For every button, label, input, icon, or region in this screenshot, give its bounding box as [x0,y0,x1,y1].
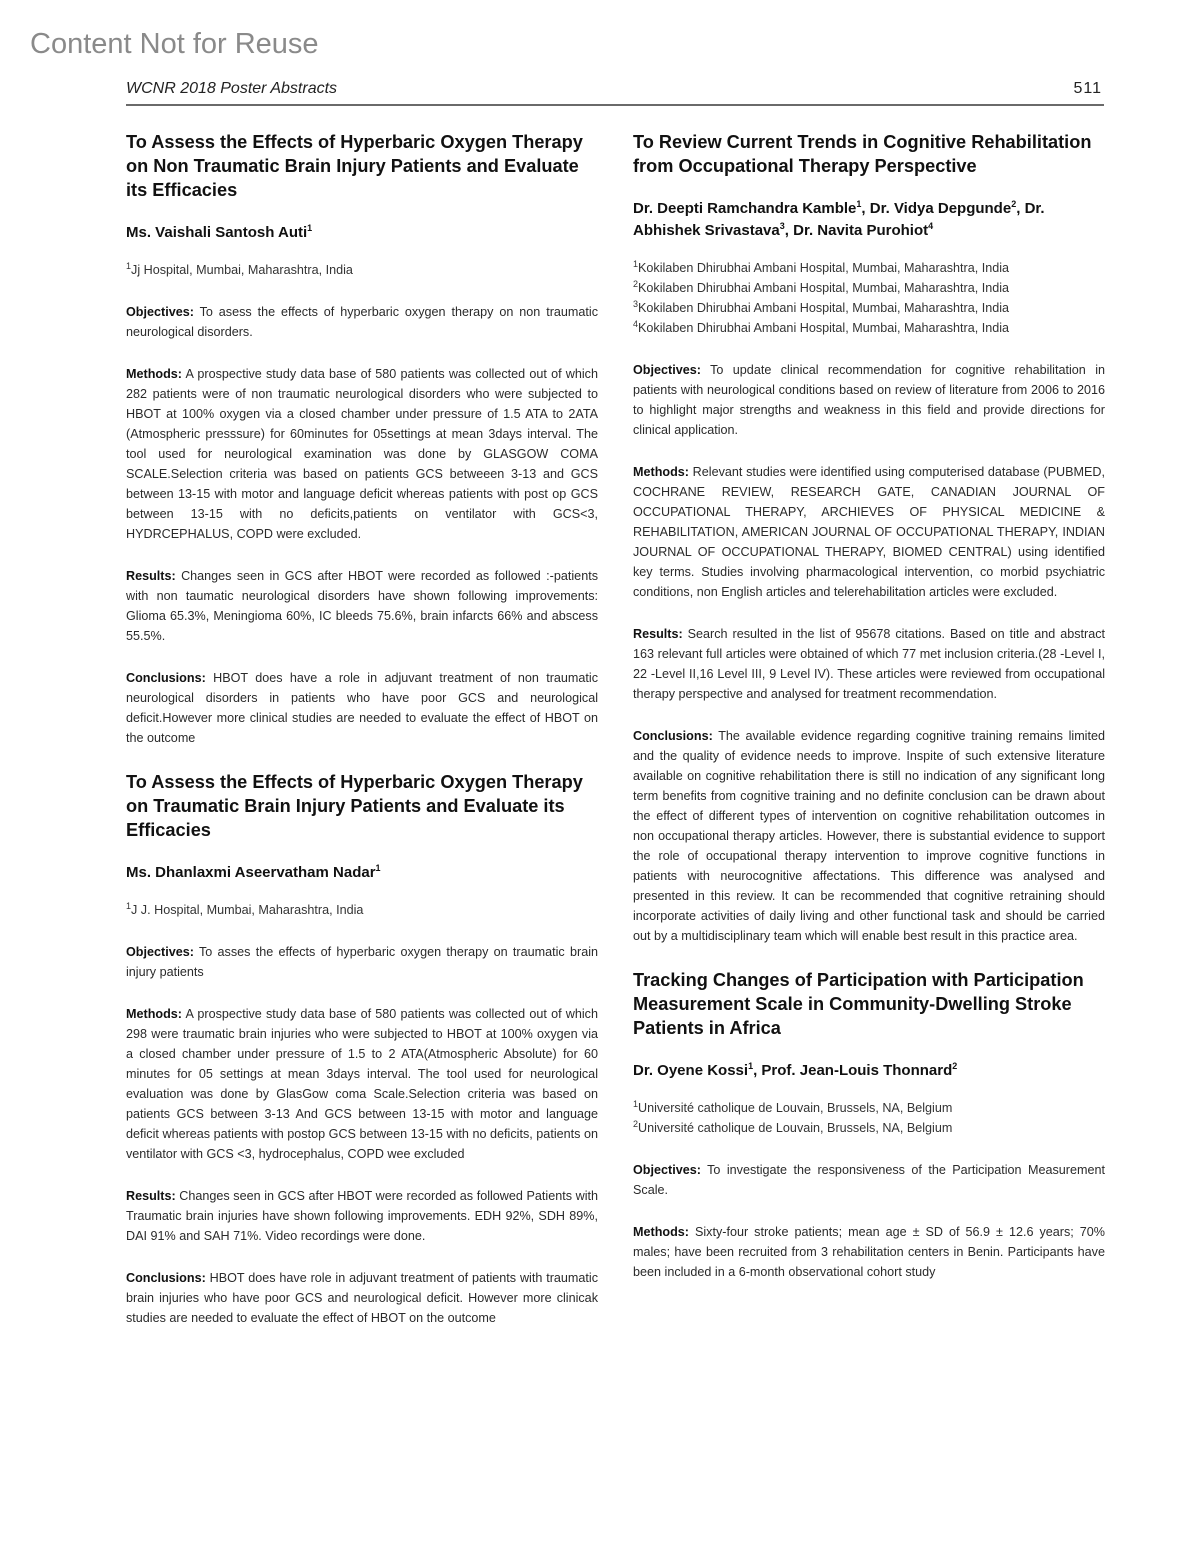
methods-section: Methods: A prospective study data base of 580 patients was collected out of which 298 were traumatic brain injuries who were subjected to HBOT at 100% oxygen via a closed chamber under pressure of 1.5 to 2 ATA(Atmospheric Absolute) for 60 minutes for 05 settings at mean 3days interval. The tool used for neurological evaluation was done by GlasGow coma Scale.Selection criteria was based on patients GCS between 3-13 And GCS between 13-15 with motor and language deficit whereas patients with postop GCS between 13-15 with no deficits, patients on ventilator with GCS <3, hydrocephalus, COPD wee excluded [126,1007,598,1161]
abstract-title: To Assess the Effects of Hyperbaric Oxygen Therapy on Traumatic Brain Injury Patients and Evaluate its Efficacies [126,772,583,840]
affiliation: $^4$Kokilaben Dhirubhai Ambani Hospital, Mumbai, Maharashtra, India [633,318,1010,335]
methods-section: Methods: A prospective study data base of 580 patients was collected out of which 282 patients were of non traumatic neurological disorders who were subjected to HBOT at 100% oxygen via a closed chamber under pressure of 1.5 ATA to 2ATA (Atmospheric presssure) for 60minutes for 05settings at mean 3days interval. The tool used for neurological examination was done by GLASGOW COMA SCALE.Selection criteria was based on patients GCS betweeen 3-13 and GCS between 13-15 with motor and language deficit whereas patients with post op GCS between 13-15 with no deficits,patients on ventilator with GCS<3, HYDRCEPHALUS, COPD were excluded. [126,367,598,541]
abstract-title: To Assess the Effects of Hyperbaric Oxygen Therapy on Non Traumatic Brain Injury Patients and Evaluate its Efficacies [126,132,583,200]
abstract-title: To Review Current Trends in Cognitive Rehabilitation from Occupational Therapy Perspective [633,132,1092,176]
objectives-section: Objectives: To investigate the responsiveness of the Participation Measurement Scale. [633,1163,1105,1197]
abstract-hbot-non-traumatic [126,130,598,748]
results-section: Results: Search resulted in the list of 95678 citations. Based on title and abstract 163 relevant full articles were obtained of which 77 met inclusion criteria.(28 -Level I, 22 -Level II,16 Level III, 9 Level IV). These articles were reviewed from occupational therapy perspective and analysed for treatment recommendation. [633,627,1105,701]
methods-section: Methods: Sixty-four stroke patients; mean age ± SD of 56.9 ± 12.6 years; 70% males; have been recruited from 3 rehabilitation centers in Benin. Participants have been included in a 6-month observational cohort study [633,1225,1105,1279]
author-name: Ms. Vaishali Santosh Auti [126,224,308,241]
abstract-hbot-traumatic [126,770,598,1328]
affiliation: $^1$J J. Hospital, Mumbai, Maharashtra, India [126,900,364,917]
author-name: Dr. Vidya Depgunde [869,200,1012,217]
watermark: Content Not for Reuse [30,28,319,60]
author-list [126,862,598,884]
affiliation: $^1$Jj Hospital, Mumbai, Maharashtra, India [126,260,353,277]
right-column [633,130,1105,1304]
abstract-title: Tracking Changes of Participation with Participation Measurement Scale in Community-Dwelling Stroke Patients in Africa [633,970,1084,1038]
author-name: Dr. Oyene Kossi [633,1062,749,1079]
affiliation: $^1$Kokilaben Dhirubhai Ambani Hospital, Mumbai, Maharashtra, India [633,258,1010,275]
author-list [126,222,598,244]
abstract-participation-stroke [633,968,1105,1282]
affiliation: $^2$Université catholique de Louvain, Brussels, NA, Belgium [633,1118,953,1135]
affiliation: $^2$Kokilaben Dhirubhai Ambani Hospital, Mumbai, Maharashtra, India [633,278,1010,295]
author-list: Dr. Oyene Kossi$^1$, Prof. Jean-Louis Thonnard$^2$ [633,1061,958,1079]
author-name: Prof. Jean-Louis Thonnard [761,1062,953,1079]
conclusions-section: Conclusions: The available evidence regarding cognitive training remains limited and the quality of evidence needs to improve. Inspite of such extensive literature available on cognitive rehabilitation there is still no indication of any significant long term benefits from cognitive training and no definite conclusion can be drawn about the effect of different types of intervention on cognitive rehabilitation outcomes in non occupational therapy articles. However, there is substantial evidence to support the role of occupational therapy intervention to improve cognitive functions in patients with neurocognitive affectations. This difference was analysed and presented in this review. It can be recommended that cognitive retraining should incorporate activities of daily living and other functional task and should be carried out by a multidisciplinary team which will enable best result in this practice area. [633,729,1105,943]
results-section: Results: Changes seen in GCS after HBOT were recorded as followed :-patients with non taumatic neurological disorders have shown following improvements: Glioma 65.3%, Meningioma 60%, IC bleeds 75.6%, brain infarcts 66% and abscess 55.5%. [126,569,598,643]
author-name: Dr. Deepti Ramchandra Kamble [633,200,857,217]
affiliations [633,1098,1105,1138]
author-name: Ms. Dhanlaxmi Aseervatham Nadar [126,864,376,881]
objectives-section: Objectives: To update clinical recommendation for cognitive rehabilitation in patients with neurological conditions based on review of literature from 2006 to 2016 to highlight major strengths and weakness in this field and provide directions for clinical application. [633,363,1105,437]
affiliation: $^1$Université catholique de Louvain, Brussels, NA, Belgium [633,1098,953,1115]
results-section: Results: Changes seen in GCS after HBOT were recorded as followed Patients with Traumatic brain injuries have shown following improvements. EDH 92%, SDH 89%, DAI 91% and SAH 71%. Video recordings were done. [126,1189,598,1243]
abstract-cognitive-rehab [633,130,1105,946]
affiliations [126,260,598,280]
affiliations [633,258,1105,338]
author-sup: 1 [307,223,313,233]
journal-title: WCNR 2018 Poster Abstracts [126,80,338,97]
author-name: Dr. Navita Purohiot [793,222,929,239]
objectives-section: Objectives: To asses the effects of hyperbaric oxygen therapy on traumatic brain injury patients [126,945,598,979]
affiliations [126,900,598,920]
objectives-section: Objectives: To asess the effects of hyperbaric oxygen therapy on non traumatic neurological disorders. [126,305,598,339]
affiliation: $^3$Kokilaben Dhirubhai Ambani Hospital, Mumbai, Maharashtra, India [633,298,1010,315]
left-column [126,130,598,1350]
running-head [126,78,1104,106]
author-sup: 1 [375,863,381,873]
conclusions-section: Conclusions: HBOT does have a role in adjuvant treatment of non traumatic neurological disorders in patients who have poor GCS and neurological deficit.However more clinical studies are needed to evaluate the effect of HBOT on the outcome [126,671,598,745]
conclusions-section: Conclusions: HBOT does have role in adjuvant treatment of patients with traumatic brain injuries who have poor GCS and neurological deficit. However more clinicak studies are needed to evaluate the effect of HBOT on the outcome [126,1271,598,1325]
author-name: Dr. Abhishek Srivastava [633,200,1045,239]
page-number: 511 [1073,80,1102,97]
methods-section: Methods: Relevant studies were identified using computerised database (PUBMED, COCHRANE REVIEW, RESEARCH GATE, CANADIAN JOURNAL OF OCCUPATIONAL THERAPY, ARCHIEVES OF PHYSICAL MEDICINE & REHABILITATION, AMERICAN JOURNAL OF OCCUPATIONAL THERAPY, INDIAN JOURNAL OF OCCUPATIONAL THERAPY, BIOMED CENTRAL) using identified key terms. Studies involving pharmacological intervention, co morbid psychiatric conditions, non English articles and telerehabilitation articles were excluded. [633,465,1105,599]
author-list: Dr. Deepti Ramchandra Kamble$^1$, Dr. Vidya Depgunde$^2$, Dr. Abhishek Srivastava$^3$, Dr. Navita Purohiot$^4$ [633,199,1045,239]
